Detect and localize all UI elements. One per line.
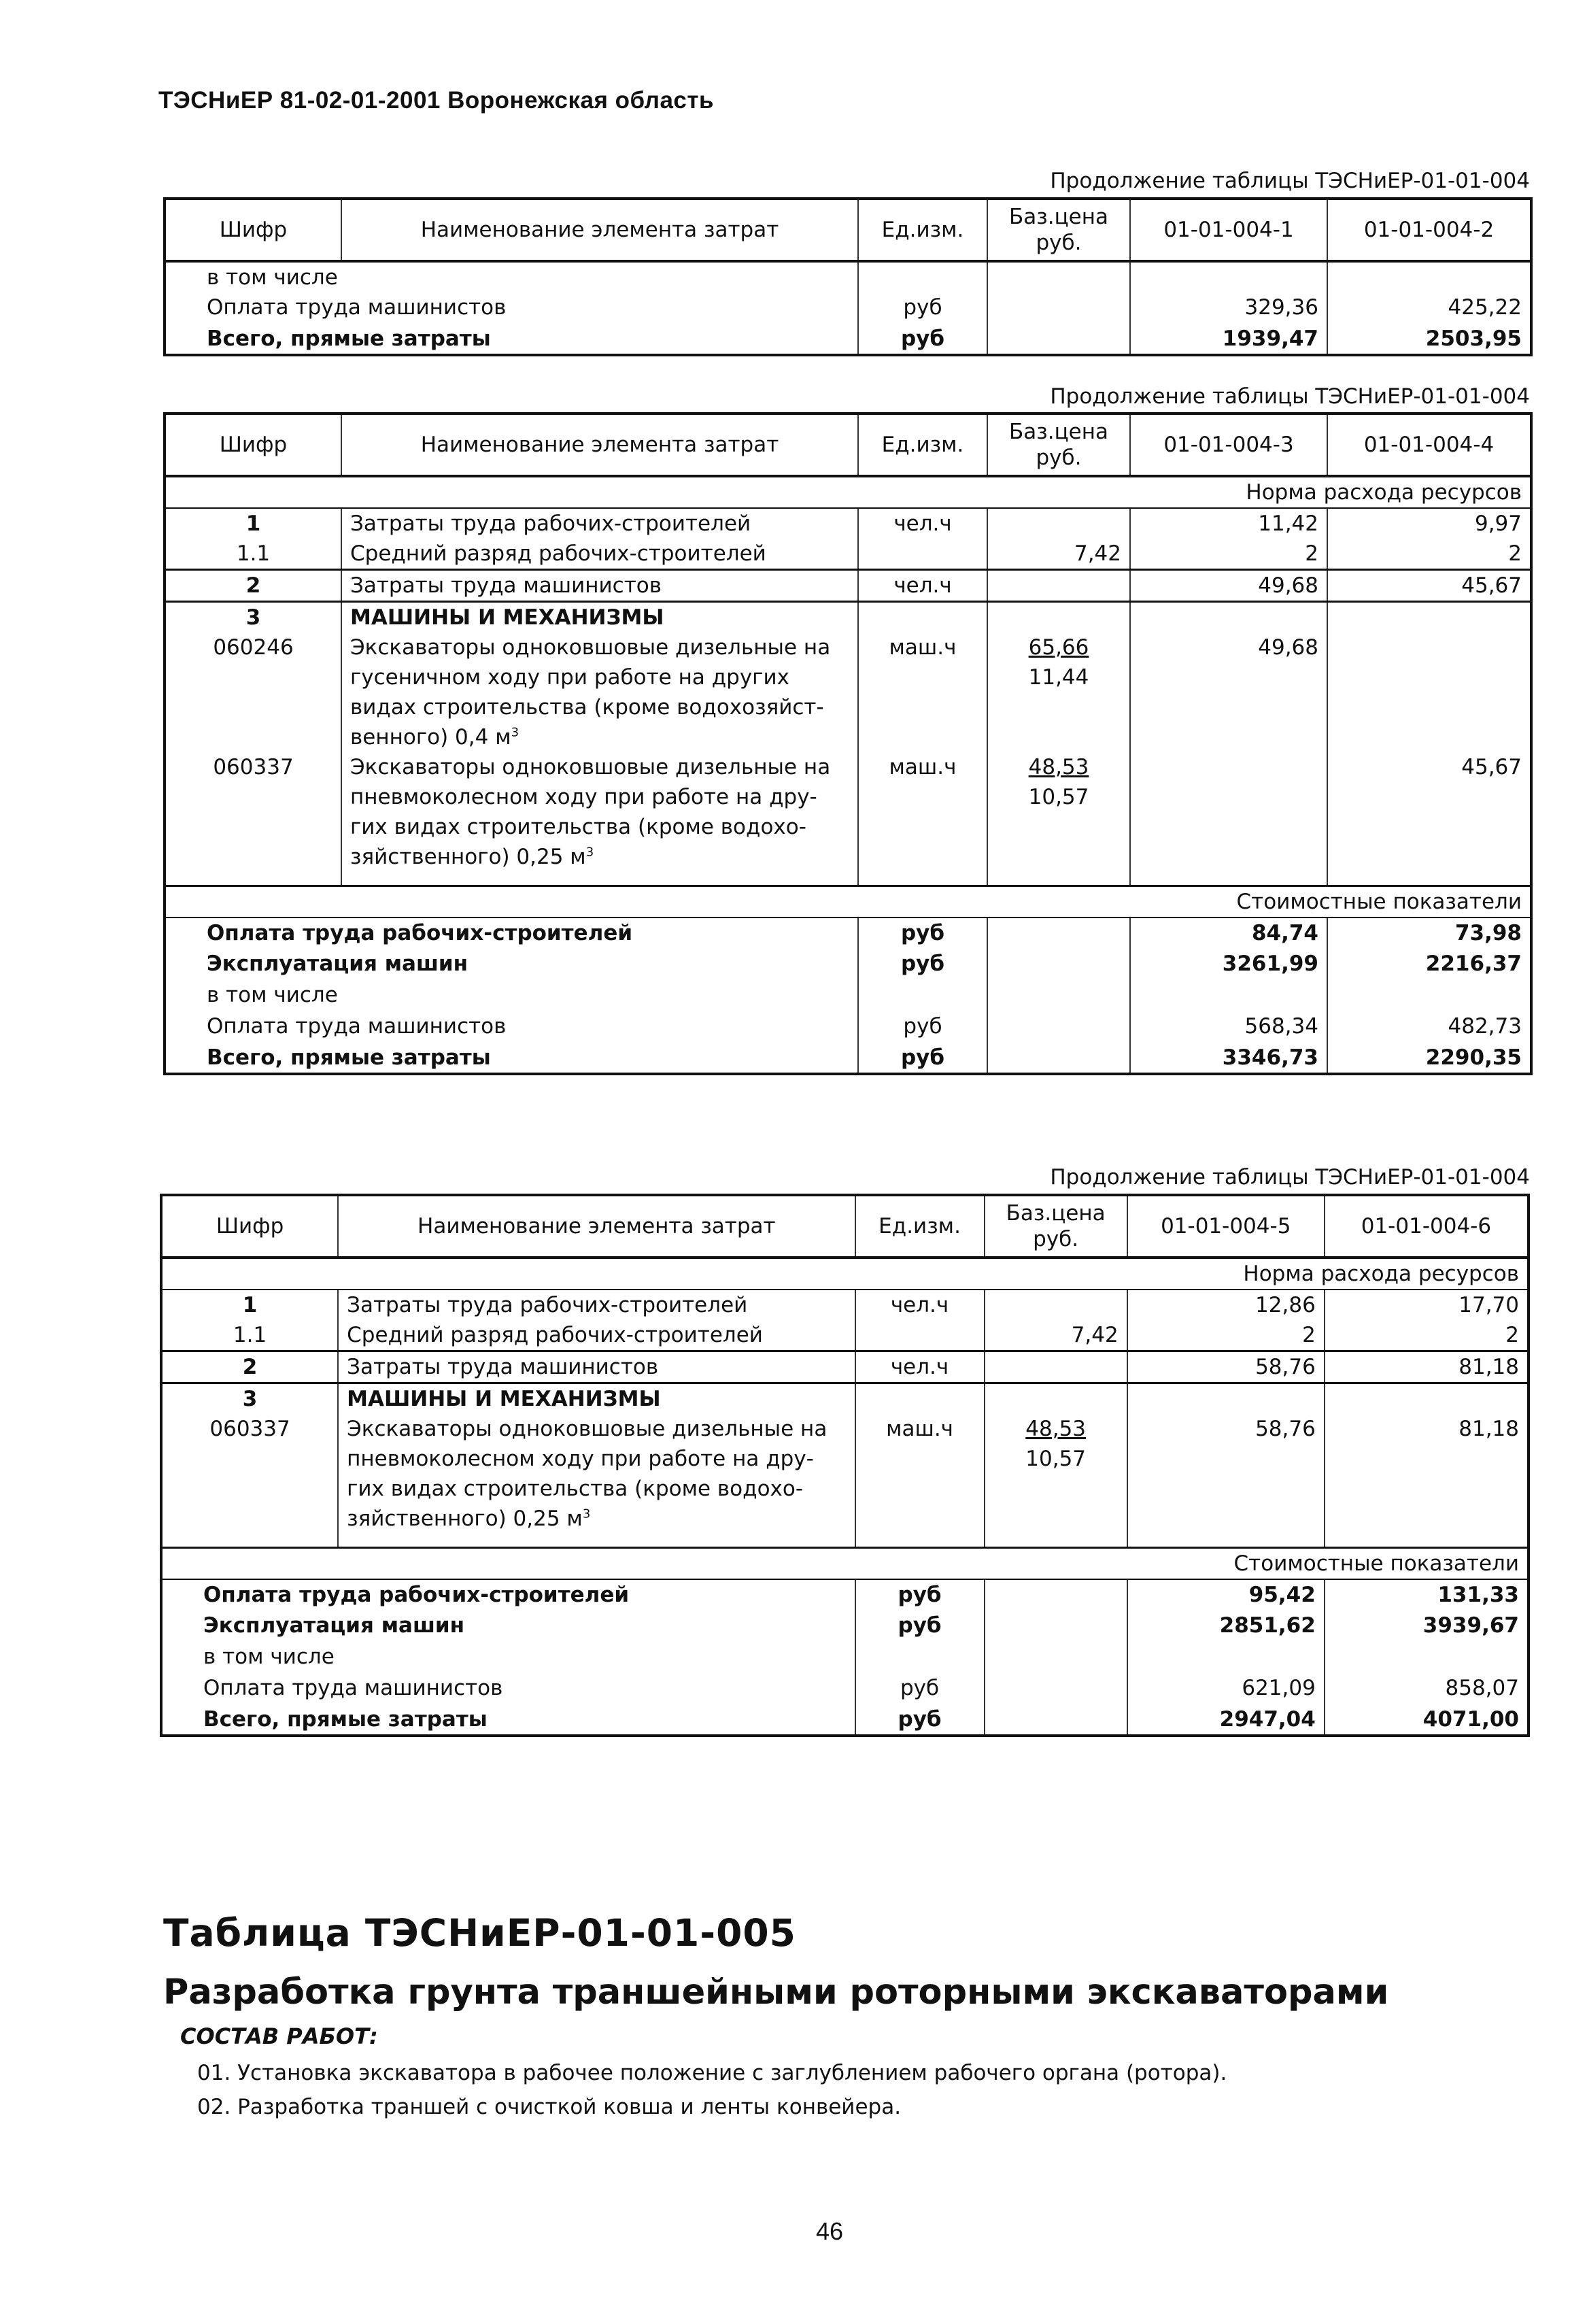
norm-label: Норма расхода ресурсов bbox=[161, 1258, 1529, 1290]
cost-value-1: 84,74 bbox=[1130, 917, 1327, 949]
cost-unit: руб bbox=[858, 917, 987, 949]
cost-unit: руб bbox=[858, 324, 987, 355]
header-code-1: 01-01-004-3 bbox=[1130, 414, 1327, 476]
row-base-price bbox=[985, 1414, 1127, 1534]
estimate-table bbox=[163, 412, 1533, 1075]
base-price-value: 48,53 bbox=[1028, 755, 1089, 779]
cost-value-1: 2947,04 bbox=[1127, 1704, 1325, 1736]
cost-value-2: 73,98 bbox=[1327, 917, 1531, 949]
row-unit: маш.ч bbox=[858, 633, 987, 752]
cost-value-1: 3346,73 bbox=[1130, 1043, 1327, 1074]
row-value-1: 2 bbox=[1127, 1320, 1325, 1351]
table-continuation-caption: Продолжение таблицы ТЭСНиЕР-01-01-004 bbox=[1050, 384, 1530, 409]
row-base-price bbox=[987, 752, 1130, 872]
cost-name: Оплата труда машинистов bbox=[165, 292, 858, 324]
table-subtitle: Разработка грунта траншейными роторными экскаваторами bbox=[163, 1972, 1389, 2013]
row-name-text: Экскаваторы одноковшовые дизельные на пневмоколесном ходу при работе на дру-гих видах строительства (кроме водохо-зяйственного) 0,25 м bbox=[350, 755, 831, 869]
cost-base-price bbox=[985, 1579, 1127, 1611]
cost-row bbox=[161, 1704, 1529, 1736]
works-label: СОСТАВ РАБОТ: bbox=[180, 2023, 378, 2049]
row-base-price bbox=[985, 1383, 1127, 1415]
cost-value-1: 568,34 bbox=[1130, 1011, 1327, 1043]
row-value-2: 45,67 bbox=[1327, 570, 1531, 602]
row-unit bbox=[855, 1320, 985, 1351]
row-base-price bbox=[987, 633, 1130, 752]
cost-base-price bbox=[985, 1704, 1127, 1736]
cost-value-2 bbox=[1325, 1642, 1529, 1673]
table-header-row bbox=[165, 199, 1531, 261]
row-base-price bbox=[985, 1320, 1127, 1351]
table-header-row bbox=[161, 1195, 1529, 1258]
cost-base-price bbox=[987, 980, 1130, 1011]
row-value-2 bbox=[1327, 633, 1531, 752]
row-name bbox=[341, 602, 858, 633]
resource-row bbox=[161, 1320, 1529, 1351]
cost-row bbox=[165, 917, 1531, 949]
cost-row bbox=[165, 324, 1531, 355]
cost-base-price bbox=[985, 1611, 1127, 1642]
row-unit: маш.ч bbox=[855, 1414, 985, 1534]
cost-value-1: 95,42 bbox=[1127, 1579, 1325, 1611]
base-price-wage: 11,44 bbox=[1028, 665, 1089, 690]
cost-value-2: 131,33 bbox=[1325, 1579, 1529, 1611]
cost-base-price bbox=[985, 1673, 1127, 1704]
cost-row bbox=[161, 1673, 1529, 1704]
row-name bbox=[338, 1351, 855, 1383]
cost-row bbox=[161, 1611, 1529, 1642]
row-name-text: Затраты труда рабочих-строителей bbox=[347, 1293, 748, 1317]
spacer-row bbox=[165, 872, 1531, 886]
base-price-value: 7,42 bbox=[1074, 541, 1121, 566]
cost-value-1: 3261,99 bbox=[1130, 949, 1327, 980]
cost-name: Эксплуатация машин bbox=[161, 1611, 855, 1642]
header-unit: Ед.изм. bbox=[858, 199, 987, 261]
resource-row bbox=[165, 539, 1531, 570]
header-code-2: 01-01-004-4 bbox=[1327, 414, 1531, 476]
resource-row bbox=[161, 1351, 1529, 1383]
row-unit: чел.ч bbox=[858, 570, 987, 602]
cost-unit: руб bbox=[858, 292, 987, 324]
header-shifr: Шифр bbox=[165, 414, 341, 476]
row-name-text: МАШИНЫ И МЕХАНИЗМЫ bbox=[347, 1387, 661, 1411]
row-base-price bbox=[987, 602, 1130, 633]
cost-unit bbox=[858, 980, 987, 1011]
cost-value-1: 1939,47 bbox=[1130, 324, 1327, 355]
row-code: 3 bbox=[161, 1383, 338, 1415]
row-value-2: 81,18 bbox=[1325, 1351, 1529, 1383]
cost-unit: руб bbox=[858, 1043, 987, 1074]
cost-base-price bbox=[987, 1011, 1130, 1043]
row-code: 3 bbox=[165, 602, 341, 633]
unit-superscript: 3 bbox=[582, 1506, 591, 1521]
cost-name: Оплата труда машинистов bbox=[165, 1011, 858, 1043]
norm-label-row bbox=[165, 476, 1531, 508]
cost-row bbox=[165, 1011, 1531, 1043]
row-name-text: Средний разряд рабочих-строителей bbox=[350, 541, 766, 566]
cost-value-2: 858,07 bbox=[1325, 1673, 1529, 1704]
work-item: 01. Установка экскаватора в рабочее положение с заглублением рабочего органа (ротора). bbox=[197, 2061, 1227, 2085]
row-name bbox=[341, 752, 858, 872]
cost-unit: руб bbox=[858, 1011, 987, 1043]
row-unit: чел.ч bbox=[855, 1351, 985, 1383]
row-value-2 bbox=[1325, 1383, 1529, 1415]
row-value-1 bbox=[1130, 602, 1327, 633]
header-name: Наименование элемента затрат bbox=[338, 1195, 855, 1258]
norm-label: Норма расхода ресурсов bbox=[165, 476, 1531, 508]
cost-unit: руб bbox=[855, 1579, 985, 1611]
row-value-1: 12,86 bbox=[1127, 1290, 1325, 1320]
cost-value-2: 2216,37 bbox=[1327, 949, 1531, 980]
resource-row bbox=[165, 508, 1531, 539]
header-shifr: Шифр bbox=[165, 199, 341, 261]
row-code: 060337 bbox=[165, 752, 341, 872]
row-code: 1 bbox=[161, 1290, 338, 1320]
header-code-1: 01-01-004-5 bbox=[1127, 1195, 1325, 1258]
header-unit: Ед.изм. bbox=[858, 414, 987, 476]
row-value-1: 58,76 bbox=[1127, 1414, 1325, 1534]
resource-row bbox=[161, 1414, 1529, 1534]
table-header-row bbox=[165, 414, 1531, 476]
row-name-text: Средний разряд рабочих-строителей bbox=[347, 1323, 763, 1347]
unit-superscript: 3 bbox=[585, 845, 594, 860]
row-name-text: Затраты труда машинистов bbox=[347, 1355, 659, 1379]
row-code: 060246 bbox=[165, 633, 341, 752]
cost-row bbox=[165, 261, 1531, 292]
cost-name: Эксплуатация машин bbox=[165, 949, 858, 980]
row-value-2: 81,18 bbox=[1325, 1414, 1529, 1534]
resource-row bbox=[161, 1290, 1529, 1320]
row-value-1 bbox=[1130, 752, 1327, 872]
cost-unit: руб bbox=[855, 1704, 985, 1736]
cost-unit bbox=[855, 1642, 985, 1673]
header-shifr: Шифр bbox=[161, 1195, 338, 1258]
cost-value-1: 329,36 bbox=[1130, 292, 1327, 324]
cost-label: Стоимостные показатели bbox=[165, 886, 1531, 917]
table-continuation-caption: Продолжение таблицы ТЭСНиЕР-01-01-004 bbox=[1050, 1165, 1530, 1190]
row-base-price bbox=[985, 1290, 1127, 1320]
cost-name: в том числе bbox=[165, 980, 858, 1011]
cost-base-price bbox=[987, 261, 1130, 292]
unit-superscript: 3 bbox=[511, 725, 519, 740]
row-value-1 bbox=[1127, 1383, 1325, 1415]
resource-row bbox=[165, 752, 1531, 872]
cost-value-1: 2851,62 bbox=[1127, 1611, 1325, 1642]
row-name-text: Экскаваторы одноковшовые дизельные на гусеничном ходу при работе на других видах строительства (кроме водохозяйст-венного) 0,4 м bbox=[350, 635, 831, 750]
cost-row bbox=[161, 1579, 1529, 1611]
row-name bbox=[341, 570, 858, 602]
base-price-value: 65,66 bbox=[1028, 635, 1089, 660]
row-base-price bbox=[985, 1351, 1127, 1383]
header-name: Наименование элемента затрат bbox=[341, 414, 858, 476]
row-name bbox=[341, 539, 858, 570]
row-unit bbox=[858, 539, 987, 570]
row-value-2: 45,67 bbox=[1327, 752, 1531, 872]
cost-value-1 bbox=[1127, 1642, 1325, 1673]
row-base-price bbox=[987, 570, 1130, 602]
row-code: 2 bbox=[165, 570, 341, 602]
cost-row bbox=[161, 1642, 1529, 1673]
resource-row bbox=[165, 602, 1531, 633]
cost-base-price bbox=[987, 292, 1130, 324]
row-value-1: 49,68 bbox=[1130, 570, 1327, 602]
row-value-1: 58,76 bbox=[1127, 1351, 1325, 1383]
cost-label-row bbox=[161, 1547, 1529, 1579]
header-base-price: Баз.цена руб. bbox=[987, 199, 1130, 261]
header-name: Наименование элемента затрат bbox=[341, 199, 858, 261]
header-code-2: 01-01-004-2 bbox=[1327, 199, 1531, 261]
table-continuation-caption: Продолжение таблицы ТЭСНиЕР-01-01-004 bbox=[1050, 169, 1530, 193]
cost-value-1 bbox=[1130, 980, 1327, 1011]
cost-unit: руб bbox=[855, 1673, 985, 1704]
cost-value-2: 425,22 bbox=[1327, 292, 1531, 324]
cost-base-price bbox=[987, 917, 1130, 949]
cost-label-row bbox=[165, 886, 1531, 917]
cost-unit bbox=[858, 261, 987, 292]
cost-name: Всего, прямые затраты bbox=[165, 324, 858, 355]
row-value-2 bbox=[1327, 602, 1531, 633]
row-code: 060337 bbox=[161, 1414, 338, 1534]
resource-row bbox=[165, 570, 1531, 602]
cost-name: Оплата труда рабочих-строителей bbox=[161, 1579, 855, 1611]
base-price-wage: 10,57 bbox=[1028, 785, 1089, 809]
resource-row bbox=[161, 1383, 1529, 1415]
cost-row bbox=[165, 292, 1531, 324]
cost-value-2: 2503,95 bbox=[1327, 324, 1531, 355]
resource-row bbox=[165, 633, 1531, 752]
cost-value-1 bbox=[1130, 261, 1327, 292]
estimate-table bbox=[160, 1194, 1530, 1737]
header-base-price: Баз.цена руб. bbox=[987, 414, 1130, 476]
work-item: 02. Разработка траншей с очисткой ковша и ленты конвейера. bbox=[197, 2095, 902, 2119]
row-name bbox=[338, 1290, 855, 1320]
cost-name: Всего, прямые затраты bbox=[161, 1704, 855, 1736]
header-code-1: 01-01-004-1 bbox=[1130, 199, 1327, 261]
row-name bbox=[341, 508, 858, 539]
document-header: ТЭСНиЕР 81-02-01-2001 Воронежская область bbox=[158, 87, 715, 114]
base-price-value: 48,53 bbox=[1025, 1417, 1087, 1441]
header-unit: Ед.изм. bbox=[855, 1195, 985, 1258]
row-code: 1.1 bbox=[161, 1320, 338, 1351]
row-name-text: Затраты труда рабочих-строителей bbox=[350, 511, 751, 536]
cost-name: в том числе bbox=[161, 1642, 855, 1673]
cost-value-2: 4071,00 bbox=[1325, 1704, 1529, 1736]
estimate-table bbox=[163, 197, 1533, 356]
base-price-value: 7,42 bbox=[1071, 1323, 1119, 1347]
row-unit: чел.ч bbox=[858, 508, 987, 539]
cost-row bbox=[165, 1043, 1531, 1074]
row-name bbox=[338, 1414, 855, 1534]
cost-value-2: 2290,35 bbox=[1327, 1043, 1531, 1074]
cost-base-price bbox=[987, 1043, 1130, 1074]
row-value-2: 2 bbox=[1327, 539, 1531, 570]
row-value-1: 2 bbox=[1130, 539, 1327, 570]
cost-unit: руб bbox=[855, 1611, 985, 1642]
norm-label-row bbox=[161, 1258, 1529, 1290]
cost-name: Оплата труда машинистов bbox=[161, 1673, 855, 1704]
header-code-2: 01-01-004-6 bbox=[1325, 1195, 1529, 1258]
row-value-2: 2 bbox=[1325, 1320, 1529, 1351]
cost-value-1: 621,09 bbox=[1127, 1673, 1325, 1704]
cost-value-2 bbox=[1327, 261, 1531, 292]
cost-name: Оплата труда рабочих-строителей bbox=[165, 917, 858, 949]
cost-row bbox=[165, 949, 1531, 980]
row-name bbox=[341, 633, 858, 752]
cost-base-price bbox=[987, 324, 1130, 355]
page-number: 46 bbox=[816, 2217, 844, 2245]
cost-value-2: 3939,67 bbox=[1325, 1611, 1529, 1642]
base-price-wage: 10,57 bbox=[1025, 1447, 1087, 1471]
row-code: 1.1 bbox=[165, 539, 341, 570]
cost-row bbox=[165, 980, 1531, 1011]
row-value-1: 49,68 bbox=[1130, 633, 1327, 752]
row-code: 2 bbox=[161, 1351, 338, 1383]
cost-base-price bbox=[987, 949, 1130, 980]
cost-label: Стоимостные показатели bbox=[161, 1547, 1529, 1579]
spacer-row bbox=[161, 1534, 1529, 1547]
row-name-text: Затраты труда машинистов bbox=[350, 573, 662, 598]
row-code: 1 bbox=[165, 508, 341, 539]
row-unit: маш.ч bbox=[858, 752, 987, 872]
cost-name: в том числе bbox=[165, 261, 858, 292]
row-name-text: МАШИНЫ И МЕХАНИЗМЫ bbox=[350, 605, 664, 630]
cost-value-2: 482,73 bbox=[1327, 1011, 1531, 1043]
row-unit: чел.ч bbox=[855, 1290, 985, 1320]
row-value-1: 11,42 bbox=[1130, 508, 1327, 539]
row-base-price bbox=[987, 508, 1130, 539]
row-value-2: 9,97 bbox=[1327, 508, 1531, 539]
cost-unit: руб bbox=[858, 949, 987, 980]
table-title: Таблица ТЭСНиЕР-01-01-005 bbox=[163, 1911, 796, 1955]
cost-base-price bbox=[985, 1642, 1127, 1673]
row-base-price bbox=[987, 539, 1130, 570]
header-base-price: Баз.цена руб. bbox=[985, 1195, 1127, 1258]
row-name bbox=[338, 1383, 855, 1415]
row-unit bbox=[855, 1383, 985, 1415]
cost-value-2 bbox=[1327, 980, 1531, 1011]
row-unit bbox=[858, 602, 987, 633]
row-name-text: Экскаваторы одноковшовые дизельные на пневмоколесном ходу при работе на дру-гих видах строительства (кроме водохо-зяйственного) 0,25 м bbox=[347, 1417, 827, 1531]
row-name bbox=[338, 1320, 855, 1351]
cost-name: Всего, прямые затраты bbox=[165, 1043, 858, 1074]
row-value-2: 17,70 bbox=[1325, 1290, 1529, 1320]
